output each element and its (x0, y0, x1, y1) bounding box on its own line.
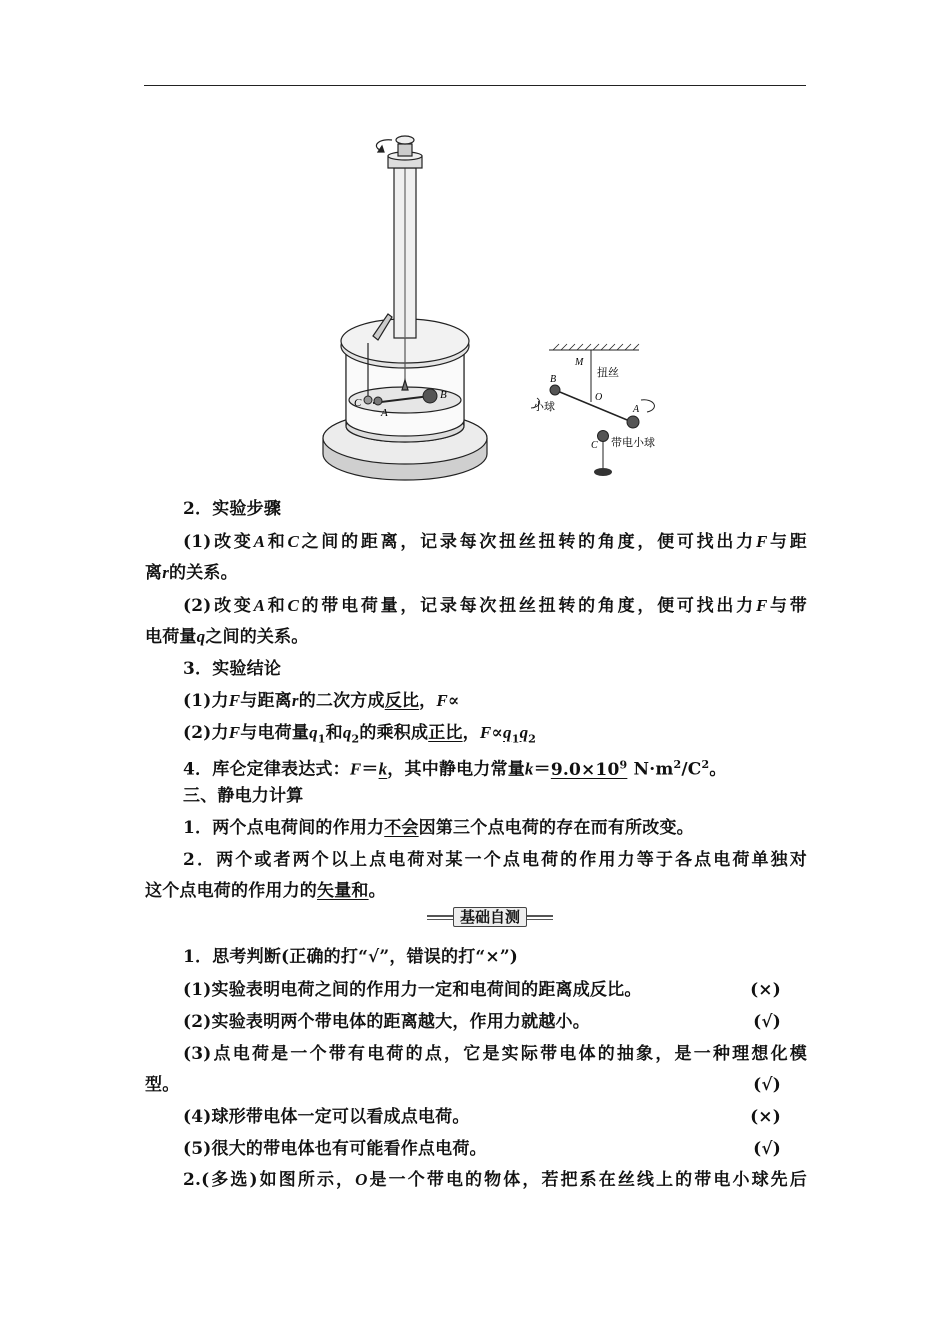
fig2-label-o: O (595, 392, 603, 403)
fig2-label-torsion: 扭丝 (597, 366, 619, 379)
answer-mark: (√) (753, 1075, 781, 1095)
fig1-label-a: A (381, 407, 388, 419)
fig2-label-c: C (591, 440, 598, 451)
header-rule (144, 85, 806, 86)
answer-mark: (√) (753, 1139, 781, 1159)
step2-line2: 电荷量q之间的关系。 (145, 627, 309, 647)
fig2-label-charged-ball: 带电小球 (611, 436, 655, 449)
fig1-label-b: B (440, 389, 447, 401)
quiz-item-3-line2: 型。 (√) (145, 1072, 807, 1098)
step1-line2: 离r的关系。 (145, 563, 238, 583)
fig2-label-b: B (550, 374, 557, 385)
coulomb-law-expression: 4．库仑定律表达式：F＝k，其中静电力常量$k=9.0\times 10^9$ $N\cdot m^2/C^2$。 (183, 758, 727, 780)
section-heading-conclusion: 3．实验结论 (183, 659, 282, 679)
fig2-label-ball: 小球 (533, 400, 555, 413)
part3-p2-line2: 这个点电荷的作用力的矢量和。 (145, 881, 386, 901)
quiz-q1-heading: 1．思考判断(正确的打“√”，错误的打“×”) (183, 947, 519, 967)
quiz-item-2: (2)实验表明两个带电体的距离越大，作用力就越小。 (√) (145, 1009, 807, 1035)
quiz-item-3-line1: (3)点电荷是一个带有电荷的点，它是实际带电体的抽象，是一种理想化模 (183, 1044, 807, 1064)
schematic-figure (515, 340, 655, 485)
fig2-label-m: M (575, 357, 584, 368)
section-heading-steps: 2．实验步骤 (183, 499, 282, 519)
quiz-item-5: (5)很大的带电体也有可能看作点电荷。 (√) (145, 1136, 807, 1162)
answer-mark: (×) (750, 980, 781, 1000)
fig1-label-c: C (354, 397, 362, 409)
quiz-item-1: (1)实验表明电荷之间的作用力一定和电荷间的距离成反比。 (×) (145, 977, 807, 1003)
part3-p2-line1: 2．两个或者两个以上点电荷对某一个点电荷的作用力等于各点电荷单独对 (183, 850, 807, 870)
step2-line1: (2)改变A和C的带电荷量，记录每次扭丝扭转的角度，便可找出力F与带 (183, 596, 807, 616)
quiz-item-4: (4)球形带电体一定可以看成点电荷。 (×) (145, 1104, 807, 1130)
self-test-badge: 基础自测 (427, 906, 553, 928)
answer-mark: (√) (753, 1012, 781, 1032)
part3-p1: 1．两个点电荷间的作用力不会因第三个点电荷的存在而有所改变。 (183, 818, 694, 838)
torsion-balance-figure (318, 128, 493, 483)
conclusion-2: (2)力F与电荷量$q_1$和$q_2$的乘积成正比，$F\propto q_1q_2$ (183, 723, 537, 746)
quiz-q2: 2.(多选)如图所示，O是一个带电的物体，若把系在丝线上的带电小球先后 (183, 1170, 807, 1190)
step1-line1: (1)改变A和C之间的距离，记录每次扭丝扭转的角度，便可找出力F与距 (183, 532, 807, 552)
fig2-label-a: A (633, 404, 640, 415)
conclusion-1: (1)力F与距离r的二次方成反比，F∝ (183, 691, 460, 711)
part-heading-electrostatic: 三、静电力计算 (183, 786, 304, 806)
answer-mark: (×) (750, 1107, 781, 1127)
